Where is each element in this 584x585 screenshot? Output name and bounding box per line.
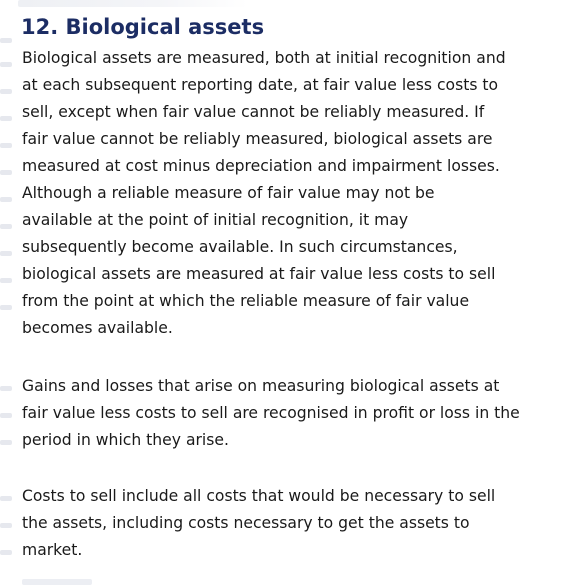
text-line: subsequently become available. In such circumstances, <box>22 238 458 256</box>
text-line: fair value cannot be reliably measured, biological assets are <box>22 130 493 148</box>
text-line: measured at cost minus depreciation and impairment losses. <box>22 157 500 175</box>
section-heading: 12. Biological assets <box>21 15 265 39</box>
text-line: market. <box>22 541 83 559</box>
bleed-mark <box>0 224 12 229</box>
text-line: period in which they arise. <box>22 431 229 449</box>
bleed-mark <box>0 143 12 148</box>
bleed-mark <box>0 38 12 43</box>
text-line: Biological assets are measured, both at initial recognition and <box>22 49 506 67</box>
bleed-mark <box>0 197 12 202</box>
text-line: from the point at which the reliable measure of fair value <box>22 292 470 310</box>
bleed-mark <box>0 523 12 528</box>
bleed-mark <box>0 305 12 310</box>
bleed-through-top <box>18 0 248 7</box>
bleed-mark <box>0 386 12 391</box>
text-line: biological assets are measured at fair value less costs to sell <box>22 265 496 283</box>
text-line: sell, except when fair value cannot be reliably measured. If <box>22 103 485 121</box>
bleed-mark <box>0 170 12 175</box>
paragraph-gains-losses <box>22 373 578 454</box>
bleed-through-bottom <box>22 579 92 585</box>
text-line: available at the point of initial recognition, it may <box>22 211 409 229</box>
bleed-mark <box>0 62 12 67</box>
text-line: fair value less costs to sell are recognised in profit or loss in the <box>22 404 520 422</box>
text-line: Although a reliable measure of fair value may not be <box>22 184 435 202</box>
text-line: Gains and losses that arise on measuring biological assets at <box>22 377 500 395</box>
bleed-mark <box>0 440 12 445</box>
bleed-mark <box>0 413 12 418</box>
bleed-mark <box>0 251 12 256</box>
paragraph-costs-to-sell <box>22 483 578 564</box>
bleed-mark <box>0 116 12 121</box>
text-line: at each subsequent reporting date, at fair value less costs to <box>22 76 499 94</box>
text-line: becomes available. <box>22 319 173 337</box>
text-line: Costs to sell include all costs that would be necessary to sell <box>22 487 496 505</box>
text-line: the assets, including costs necessary to get the assets to <box>22 514 470 532</box>
paragraph-measurement <box>22 45 578 342</box>
bleed-mark <box>0 496 12 501</box>
bleed-through-margin <box>0 0 16 585</box>
bleed-mark <box>0 278 12 283</box>
bleed-mark <box>0 550 12 555</box>
bleed-mark <box>0 89 12 94</box>
